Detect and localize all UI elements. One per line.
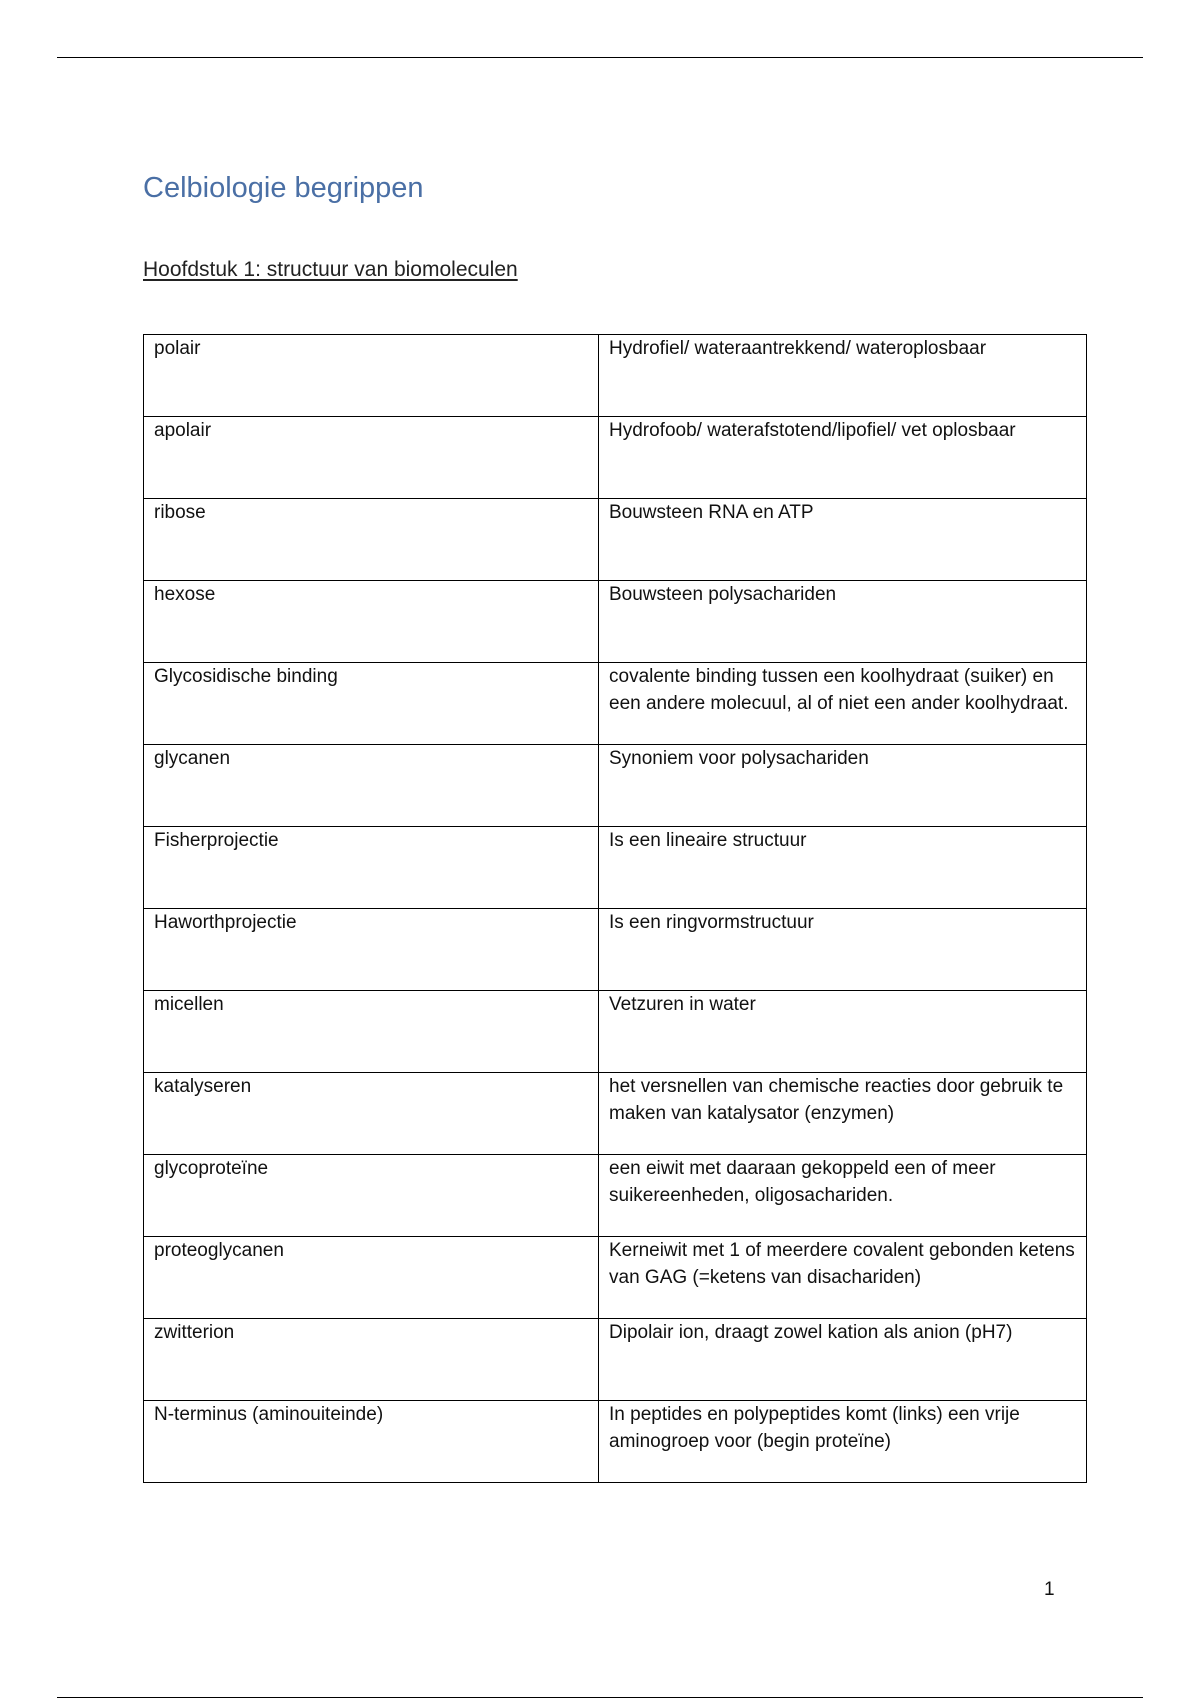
definition-text: Synoniem voor polysachariden [609, 748, 869, 769]
table-row [144, 417, 1087, 499]
term-text: N-terminus (aminouiteinde) [154, 1404, 384, 1425]
term-cell [144, 417, 599, 499]
table-row [144, 745, 1087, 827]
definition-text: Vetzuren in water [609, 994, 756, 1015]
table-row [144, 1237, 1087, 1319]
table-row [144, 1401, 1087, 1483]
term-text: Fisherprojectie [154, 830, 279, 851]
footer-rule [57, 1697, 1143, 1698]
term-text: katalyseren [154, 1076, 252, 1097]
table-row [144, 827, 1087, 909]
document-title: Celbiologie begrippen [143, 172, 424, 204]
terms-table [143, 334, 1087, 1483]
definition-text: Is een lineaire structuur [609, 830, 807, 851]
term-text: proteoglycanen [154, 1240, 284, 1261]
table-row [144, 991, 1087, 1073]
table-row [144, 1319, 1087, 1401]
term-cell [144, 663, 599, 745]
definition-text: covalente binding tussen een koolhydraat (suiker) en een andere molecuul, al of niet een ander koolhydraat. [609, 666, 1069, 714]
term-text: zwitterion [154, 1322, 235, 1343]
definition-cell [599, 745, 1087, 827]
term-text: Glycosidische binding [154, 666, 338, 687]
table-row [144, 335, 1087, 417]
definition-cell [599, 1237, 1087, 1319]
definition-text: Kerneiwit met 1 of meerdere covalent gebonden ketens van GAG (=ketens van disachariden) [609, 1240, 1075, 1288]
definition-text: Is een ringvormstructuur [609, 912, 814, 933]
term-cell [144, 581, 599, 663]
definition-text: een eiwit met daaraan gekoppeld een of meer suikereenheden, oligosachariden. [609, 1158, 996, 1206]
definition-cell [599, 827, 1087, 909]
table-row [144, 581, 1087, 663]
definition-text: Bouwsteen RNA en ATP [609, 502, 814, 523]
definition-text: In peptides en polypeptides komt (links) een vrije aminogroep voor (begin proteïne) [609, 1404, 1020, 1452]
definition-text: het versnellen van chemische reacties door gebruik te maken van katalysator (enzymen) [609, 1076, 1064, 1124]
definition-cell [599, 663, 1087, 745]
header-rule [57, 57, 1143, 58]
term-text: micellen [154, 994, 224, 1015]
term-cell [144, 991, 599, 1073]
definition-cell [599, 417, 1087, 499]
definition-cell [599, 335, 1087, 417]
chapter-heading: Hoofdstuk 1: structuur van biomoleculen [143, 258, 518, 281]
term-text: polair [154, 338, 201, 359]
definition-text: Bouwsteen polysachariden [609, 584, 837, 605]
term-cell [144, 827, 599, 909]
term-text: Haworthprojectie [154, 912, 297, 933]
term-text: hexose [154, 584, 216, 605]
term-text: glycanen [154, 748, 231, 769]
table-row [144, 663, 1087, 745]
term-cell [144, 499, 599, 581]
definition-cell [599, 1155, 1087, 1237]
definition-cell [599, 1073, 1087, 1155]
definition-cell [599, 499, 1087, 581]
table-row [144, 909, 1087, 991]
term-cell [144, 909, 599, 991]
term-text: apolair [154, 420, 212, 441]
definition-text: Dipolair ion, draagt zowel kation als anion (pH7) [609, 1322, 1013, 1343]
term-cell [144, 1401, 599, 1483]
definition-cell [599, 1401, 1087, 1483]
definition-text: Hydrofoob/ waterafstotend/lipofiel/ vet oplosbaar [609, 420, 1016, 441]
table-row [144, 1155, 1087, 1237]
definition-cell [599, 1319, 1087, 1401]
term-cell [144, 335, 599, 417]
table-row [144, 499, 1087, 581]
term-cell [144, 1319, 599, 1401]
term-cell [144, 745, 599, 827]
term-cell [144, 1155, 599, 1237]
definition-cell [599, 909, 1087, 991]
page-number: 1 [1044, 1579, 1055, 1600]
table-row [144, 1073, 1087, 1155]
term-text: glycoproteïne [154, 1158, 269, 1179]
definition-text: Hydrofiel/ wateraantrekkend/ wateroplosbaar [609, 338, 987, 359]
term-cell [144, 1073, 599, 1155]
term-text: ribose [154, 502, 206, 523]
term-cell [144, 1237, 599, 1319]
definition-cell [599, 991, 1087, 1073]
definition-cell [599, 581, 1087, 663]
